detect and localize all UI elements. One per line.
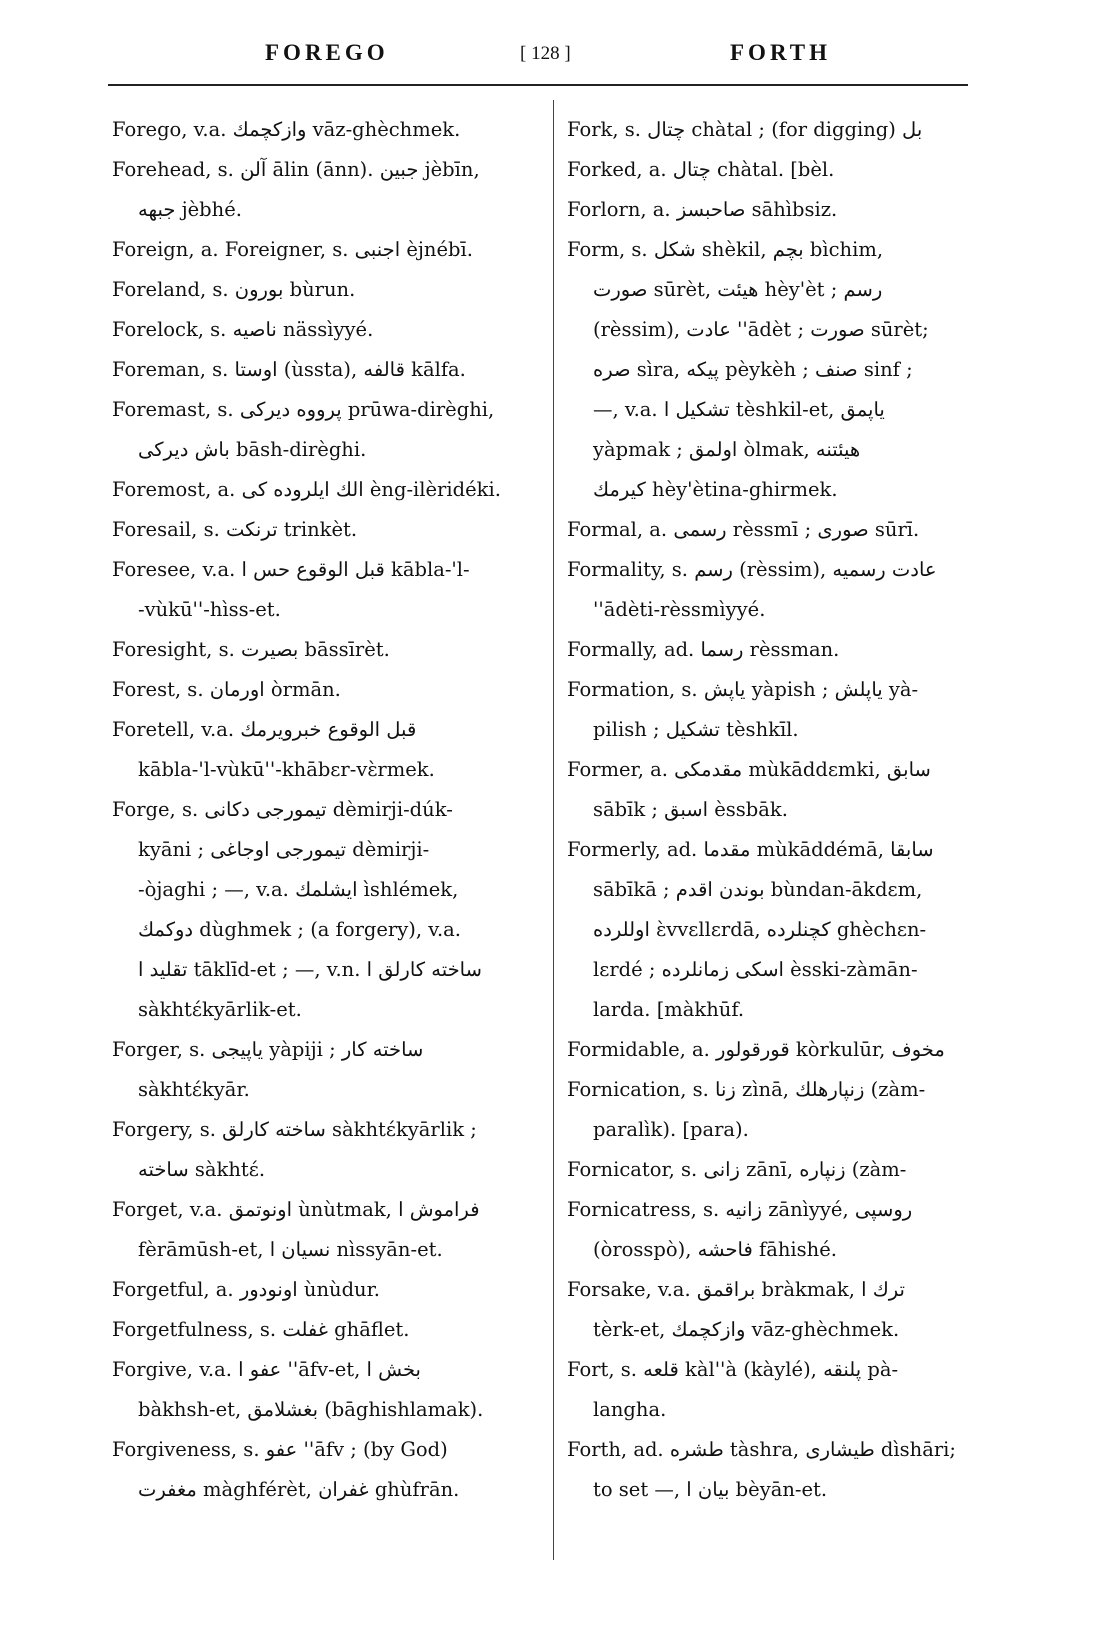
- dictionary-entry-line: Form, s. شكل shèkil, بچم bìchim,: [567, 238, 884, 261]
- dictionary-entry-line: Foresee, v.a. قبل الوقوع حس ا kābla-'l-: [112, 558, 470, 581]
- dictionary-entry-line: Forget, v.a. اونوتمق ùnùtmak, فراموش ا: [112, 1198, 480, 1221]
- entry-continuation-line: sābīk ; اسبق èssbāk.: [593, 798, 788, 821]
- header-guide-word-right: FORTH: [730, 40, 831, 65]
- dictionary-entry-line: Formerly, ad. مقدما mùkāddémā, سابقا: [567, 838, 934, 861]
- dictionary-entry-line: Forger, s. ياپيجى yàpiji ; ساخته كار: [112, 1038, 424, 1061]
- entry-continuation-line: sàkhtɛ́kyārlik-et.: [138, 998, 302, 1021]
- entry-continuation-line: (òrosspò), فاحشه fāhishé.: [593, 1238, 837, 1261]
- entry-continuation-line: langha.: [593, 1398, 667, 1421]
- entry-continuation-line: كيرمك hèy'ètina-ghirmek.: [593, 478, 838, 501]
- dictionary-entry-line: Forgiveness, s. عفو ''āfv ; (by God): [112, 1438, 448, 1461]
- dictionary-entry-line: Foreign, a. Foreigner, s. اجنبى èjnébī.: [112, 238, 473, 261]
- entry-continuation-line: bàkhsh-et, بغشلامق (bāghishlamak).: [138, 1398, 484, 1421]
- entry-continuation-line: صره sìra, پيكه pèykèh ; صنف sinf ;: [593, 358, 913, 381]
- dictionary-entry-line: Fort, s. قلعه kàl''à (kàylé), پلنقه pà-: [567, 1358, 899, 1381]
- entry-continuation-line: اوللرده ɛ̀vvɛllɛrdā, كچنلرده ghèchɛn-: [593, 918, 927, 941]
- dictionary-entry-line: Foresail, s. ترنكت trinkèt.: [112, 518, 358, 541]
- dictionary-entry-line: Foreland, s. بورون bùrun.: [112, 278, 356, 301]
- dictionary-entry-line: Formal, a. رسمى rèssmī ; صورى sūrī.: [567, 518, 920, 541]
- entry-continuation-line: sàkhtɛ́kyār.: [138, 1078, 250, 1101]
- page-header: [110, 40, 970, 70]
- dictionary-entry-line: Formality, s. رسم (rèssim), عادت رسميه: [567, 558, 937, 581]
- entry-continuation-line: larda. [màkhūf.: [593, 998, 745, 1021]
- dictionary-entry-line: Forsake, v.a. براقمق bràkmak, ترك ا: [567, 1278, 905, 1301]
- dictionary-entry-line: Foremost, a. الك ايلروده كى èng-ilèridéki.: [112, 478, 501, 501]
- dictionary-entry-line: Forest, s. اورمان òrmān.: [112, 678, 341, 701]
- dictionary-entry-line: Forge, s. تيمورجى دكانى dèmirji-dúk-: [112, 798, 453, 821]
- entry-continuation-line: تقليد ا tāklīd-et ; —, v.n. ساخته كارلق ا: [138, 958, 482, 981]
- entry-continuation-line: جبهه jèbhé.: [138, 198, 242, 221]
- entry-continuation-line: ساخته sàkhtɛ́.: [138, 1158, 266, 1181]
- entry-continuation-line: sābīkā ; بوندن اقدم bùndan-ākdɛm,: [593, 878, 923, 901]
- dictionary-entry-line: Fornication, s. زنا zìnā, زنپارهلك (zàm-: [567, 1078, 926, 1101]
- dictionary-entry-line: Forgetful, a. اونودور ùnùdur.: [112, 1278, 380, 1301]
- dictionary-entry-line: Forgive, v.a. عفو ا ''āfv-et, بخش ا: [112, 1358, 421, 1381]
- entry-continuation-line: kyāni ; تيمورجى اوجاغى dèmirji-: [138, 838, 430, 861]
- header-rule: [108, 84, 968, 86]
- dictionary-entry-line: Formation, s. ياپش yàpish ; ياپلش yà-: [567, 678, 919, 701]
- dictionary-entry-line: Forgery, s. ساخته كارلق sàkhtɛ́kyārlik ;: [112, 1118, 477, 1141]
- dictionary-entry-line: Forgetfulness, s. غفلت ghāflet.: [112, 1318, 410, 1341]
- dictionary-entry-line: Fornicator, s. زانى zānī, زنپاره (zàm-: [567, 1158, 907, 1181]
- dictionary-entry-line: Forehead, s. آلن ālin (ānn). جبين jèbīn,: [112, 158, 480, 181]
- entry-continuation-line: باش ديركى bāsh-dirèghi.: [138, 438, 367, 461]
- entry-continuation-line: -vùkū''-hìss-et.: [138, 598, 281, 621]
- entry-continuation-line: lɛrdé ; اسكى زمانلرده èsski-zàmān-: [593, 958, 918, 981]
- dictionary-entry-line: Foreman, s. اوستا (ùssta), قالفه kālfa.: [112, 358, 466, 381]
- entry-continuation-line: fèrāmūsh-et, نسيان ا nìssyān-et.: [138, 1238, 443, 1261]
- dictionary-entry-line: Formally, ad. رسما rèssman.: [567, 638, 840, 661]
- dictionary-entry-line: Fork, s. چتال chàtal ; (for digging) بل: [567, 118, 923, 141]
- entry-continuation-line: yàpmak ; اولمق òlmak, هيئتنه: [593, 438, 861, 461]
- entry-continuation-line: kābla-'l-vùkū''-khābɛr-vɛ̀rmek.: [138, 758, 435, 781]
- entry-continuation-line: ''ādèti-rèssmìyyé.: [593, 598, 766, 621]
- entry-continuation-line: مغفرت màghférèt, غفران ghùfrān.: [138, 1478, 460, 1501]
- entry-continuation-line: دوكمك dùghmek ; (a forgery), v.a.: [138, 918, 461, 941]
- entry-continuation-line: -òjaghi ; —, v.a. ايشلمك ìshlémek,: [138, 878, 459, 901]
- dictionary-entry-line: Formidable, a. قورقولور kòrkulūr, مخوف: [567, 1038, 945, 1061]
- page-number: [ 128 ]: [520, 43, 571, 64]
- entry-continuation-line: pilish ; تشكيل tèshkīl.: [593, 718, 799, 741]
- left-column: [112, 110, 532, 1510]
- dictionary-entry-line: Foretell, v.a. قبل الوقوع خبرويرمك: [112, 718, 417, 741]
- dictionary-entry-line: Forth, ad. طشره tàshra, طيشارى dìshāri;: [567, 1438, 956, 1461]
- dictionary-entry-line: Fornicatress, s. زانيه zānìyyé, روسپى: [567, 1198, 913, 1221]
- dictionary-entry-line: Foresight, s. بصيرت bāssīrèt.: [112, 638, 390, 661]
- entry-continuation-line: —, v.a. تشكيل ا tèshkil-et, ياپمق: [593, 398, 885, 421]
- entry-continuation-line: صورت sūrèt, هيئت hèy'èt ; رسم: [593, 278, 883, 301]
- entry-continuation-line: paralìk). [para).: [593, 1118, 749, 1141]
- entry-continuation-line: tèrk-et, وازكچمك vāz-ghèchmek.: [593, 1318, 900, 1341]
- dictionary-entry-line: Foremast, s. پرووه ديركى prūwa-dirèghi,: [112, 398, 495, 421]
- header-guide-word-left: FOREGO: [265, 40, 389, 65]
- dictionary-entry-line: Former, a. مقدمكى mùkāddɛmki, سابق: [567, 758, 931, 781]
- entry-continuation-line: (rèssim), عادت ''ādèt ; صورت sūrèt;: [593, 318, 929, 341]
- dictionary-entry-line: Forelock, s. ناصيه nässìyyé.: [112, 318, 374, 341]
- dictionary-entry-line: Forlorn, a. صاحبسز sāhìbsiz.: [567, 198, 838, 221]
- column-divider: [553, 100, 554, 1560]
- dictionary-entry-line: Forked, a. چتال chàtal. [bèl.: [567, 158, 835, 181]
- right-column: [567, 110, 972, 1510]
- dictionary-entry-line: Forego, v.a. وازكچمك vāz-ghèchmek.: [112, 118, 461, 141]
- entry-continuation-line: to set —, بيان ا bèyān-et.: [593, 1478, 828, 1501]
